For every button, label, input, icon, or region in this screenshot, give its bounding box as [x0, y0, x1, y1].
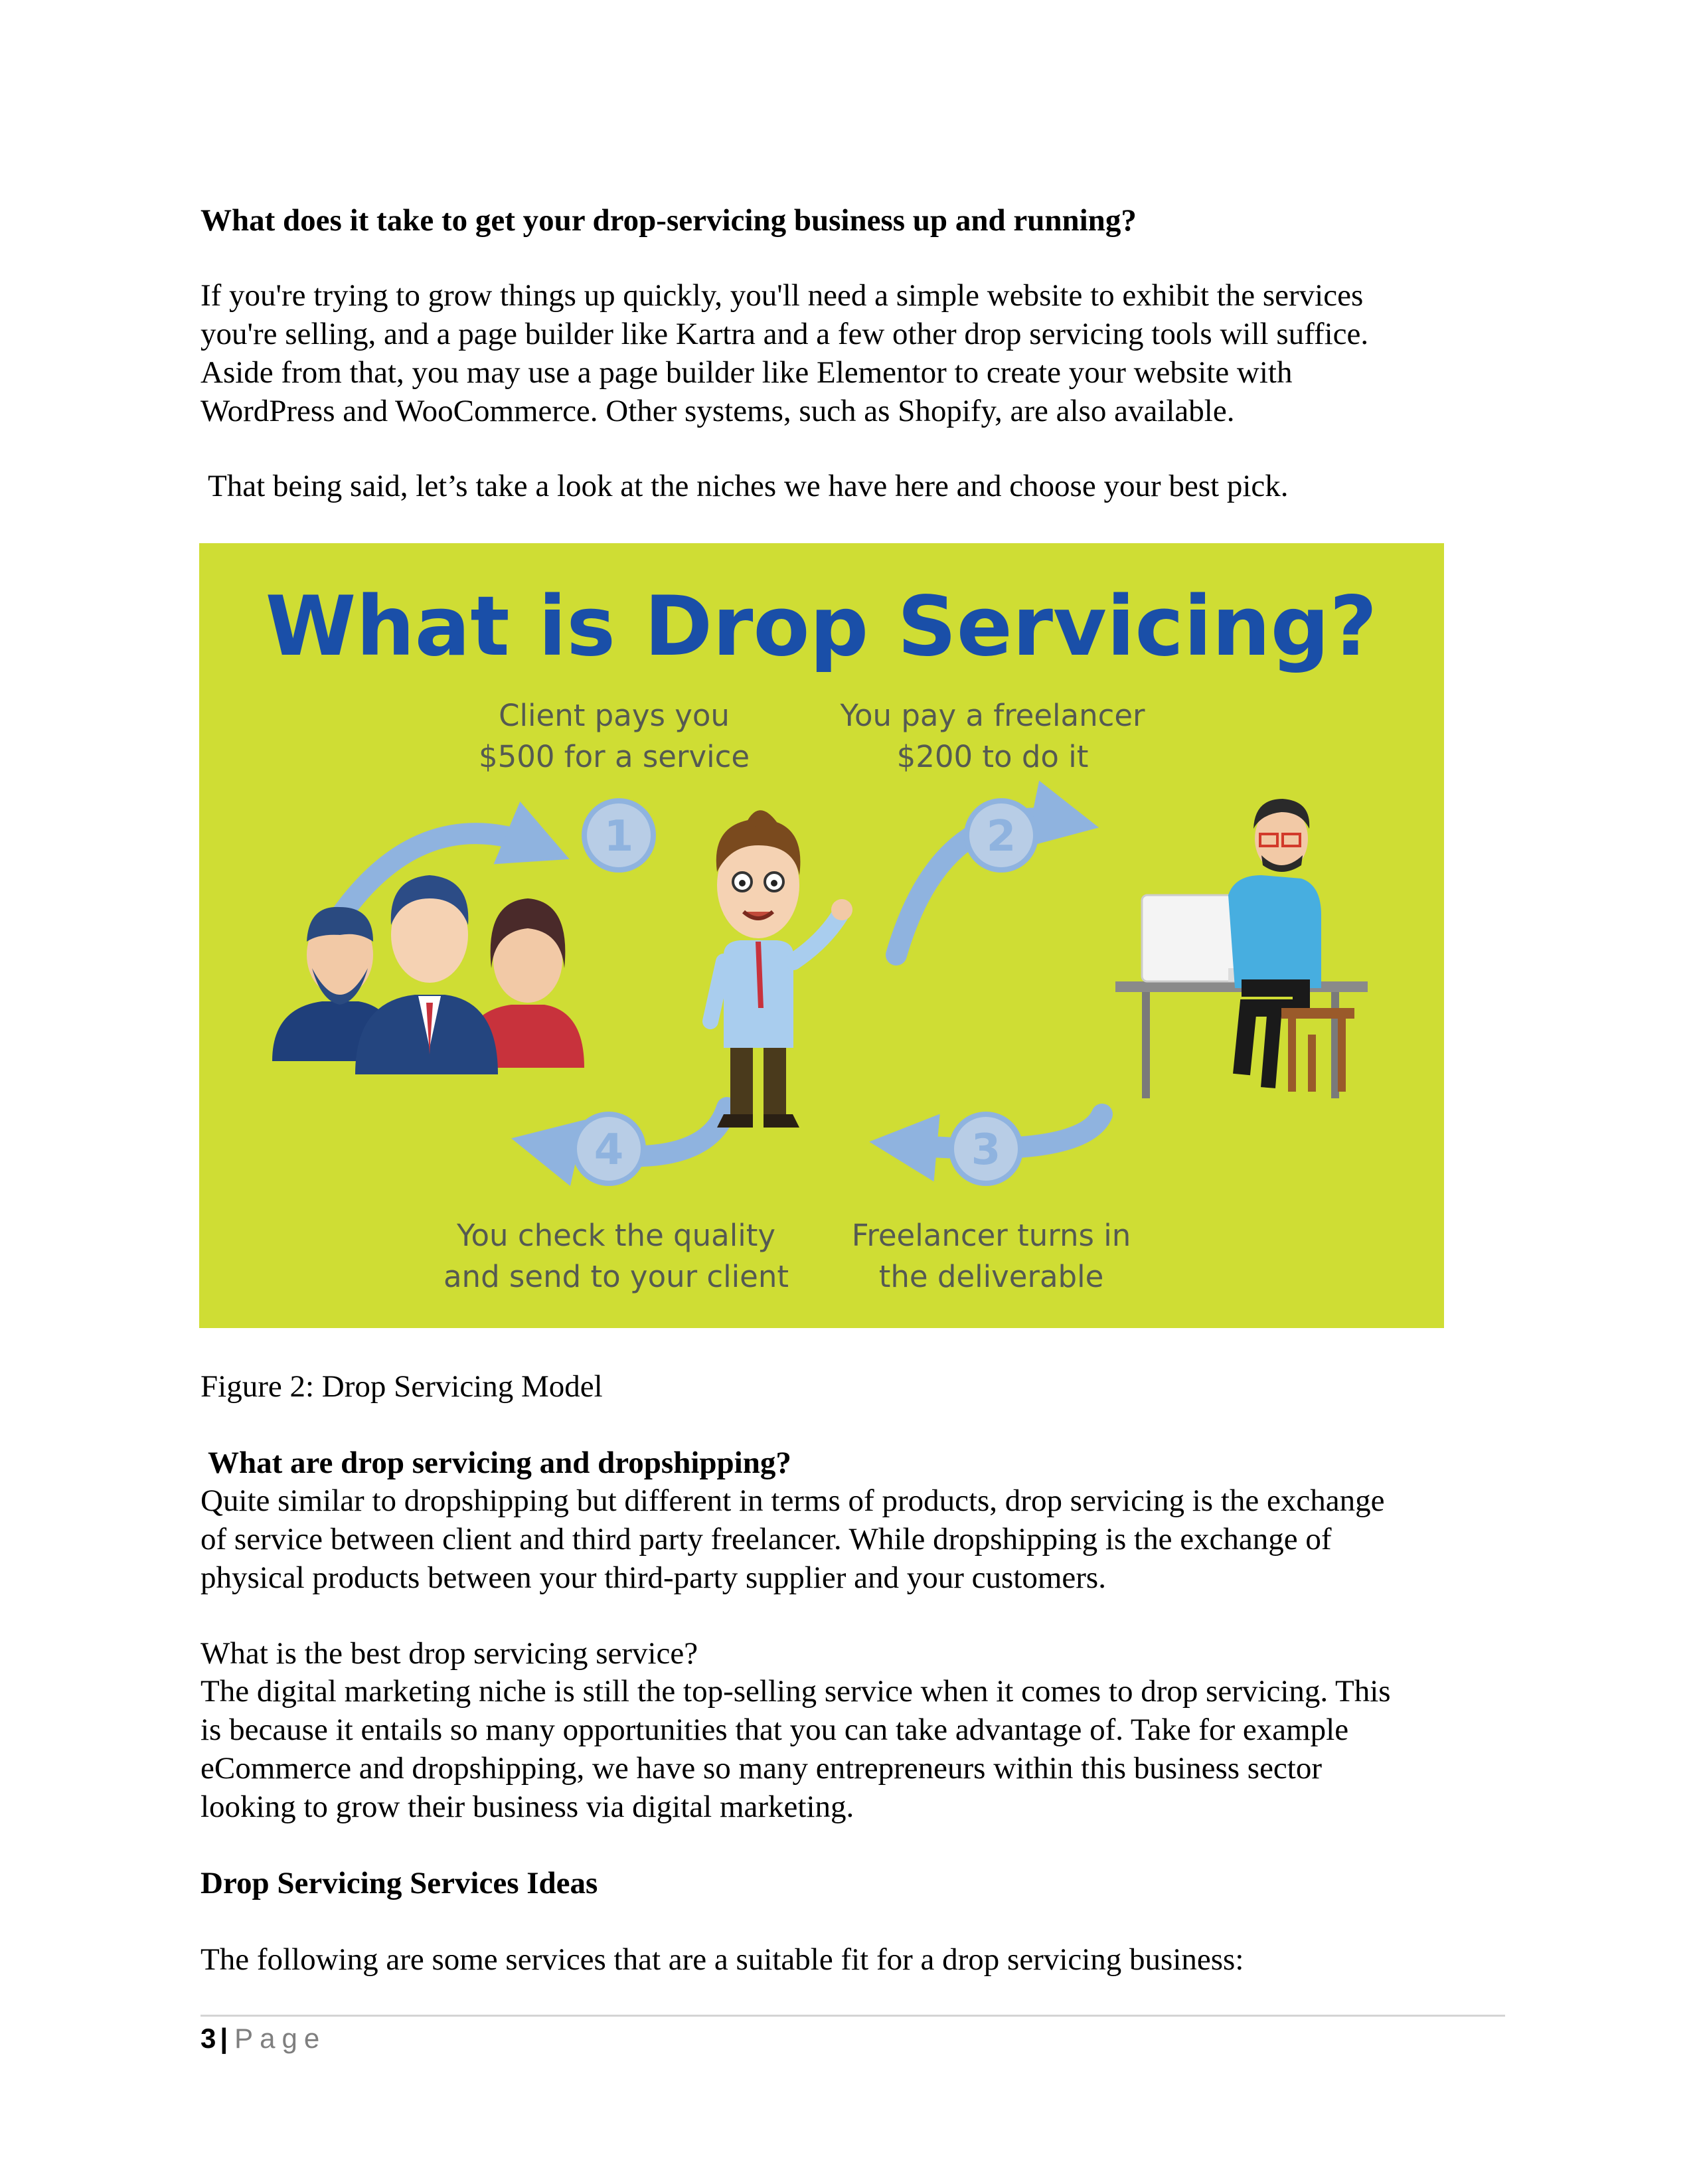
figure-caption: Figure 2: Drop Servicing Model — [201, 1369, 603, 1404]
paragraph-line: WordPress and WooCommerce. Other systems, such as Shopify, are also available. — [201, 394, 1235, 428]
question-best-service: What is the best drop servicing service? — [201, 1636, 698, 1671]
paragraph-website-tools — [201, 276, 1502, 430]
paragraph-services-intro: The following are some services that are a suitable fit for a drop servicing business: — [201, 1942, 1244, 1977]
step1-label-line1: Client pays you — [499, 698, 730, 733]
heading-drop-servicing-vs-dropshipping: What are drop servicing and dropshipping? — [208, 1446, 791, 1480]
page-label: Page — [234, 2023, 327, 2054]
step4-number: 4 — [594, 1126, 624, 1175]
step1-number: 1 — [604, 812, 634, 861]
figure-title: What is Drop Servicing? — [265, 579, 1378, 675]
paragraph-comparison — [201, 1481, 1502, 1597]
paragraph-line: of service between client and third party freelancer. While dropshipping is the exchange of — [201, 1522, 1332, 1556]
paragraph-line: eCommerce and dropshipping, we have so many entrepreneurs within this business sector — [201, 1751, 1322, 1786]
step3-number: 3 — [971, 1126, 1001, 1175]
drop-servicing-illustration — [199, 543, 1444, 1328]
paragraph-digital-marketing — [201, 1672, 1502, 1826]
step1-label-line2: $500 for a service — [478, 739, 750, 774]
paragraph-line: physical products between your third-party supplier and your customers. — [201, 1560, 1106, 1595]
paragraph-line: Quite similar to dropshipping but different in terms of products, drop servicing is the exchange — [201, 1483, 1385, 1518]
step4-label-line1: You check the quality — [456, 1218, 776, 1253]
paragraph-line: Aside from that, you may use a page builder like Elementor to create your website with — [201, 355, 1293, 390]
paragraph-line: you're selling, and a page builder like Kartra and a few other drop servicing tools will suffice. — [201, 317, 1369, 351]
step2-label-line1: You pay a freelancer — [840, 698, 1145, 733]
footer-divider — [201, 2015, 1505, 2017]
drop-servicing-figure — [199, 543, 1444, 1328]
paragraph-line: If you're trying to grow things up quickly, you'll need a simple website to exhibit the services — [201, 278, 1364, 313]
heading-getting-started: What does it take to get your drop-servicing business up and running? — [201, 203, 1137, 238]
page-number: 3 — [201, 2023, 216, 2054]
step2-number: 2 — [986, 812, 1016, 861]
heading-services-ideas: Drop Servicing Services Ideas — [201, 1866, 598, 1900]
step4-label-line2: and send to your client — [443, 1259, 789, 1294]
paragraph-line: The digital marketing niche is still the top-selling service when it comes to drop servicing. This — [201, 1674, 1391, 1709]
paragraph-niches-intro: That being said, let’s take a look at the niches we have here and choose your best pick. — [208, 469, 1289, 503]
paragraph-line: looking to grow their business via digital marketing. — [201, 1790, 854, 1824]
footer-separator: | — [220, 2023, 228, 2054]
step3-label-line1: Freelancer turns in — [851, 1218, 1131, 1253]
paragraph-line: is because it entails so many opportunities that you can take advantage of. Take for example — [201, 1713, 1349, 1747]
page-footer — [201, 2020, 326, 2057]
step3-label-line2: the deliverable — [878, 1259, 1104, 1294]
step2-label-line2: $200 to do it — [896, 739, 1089, 774]
